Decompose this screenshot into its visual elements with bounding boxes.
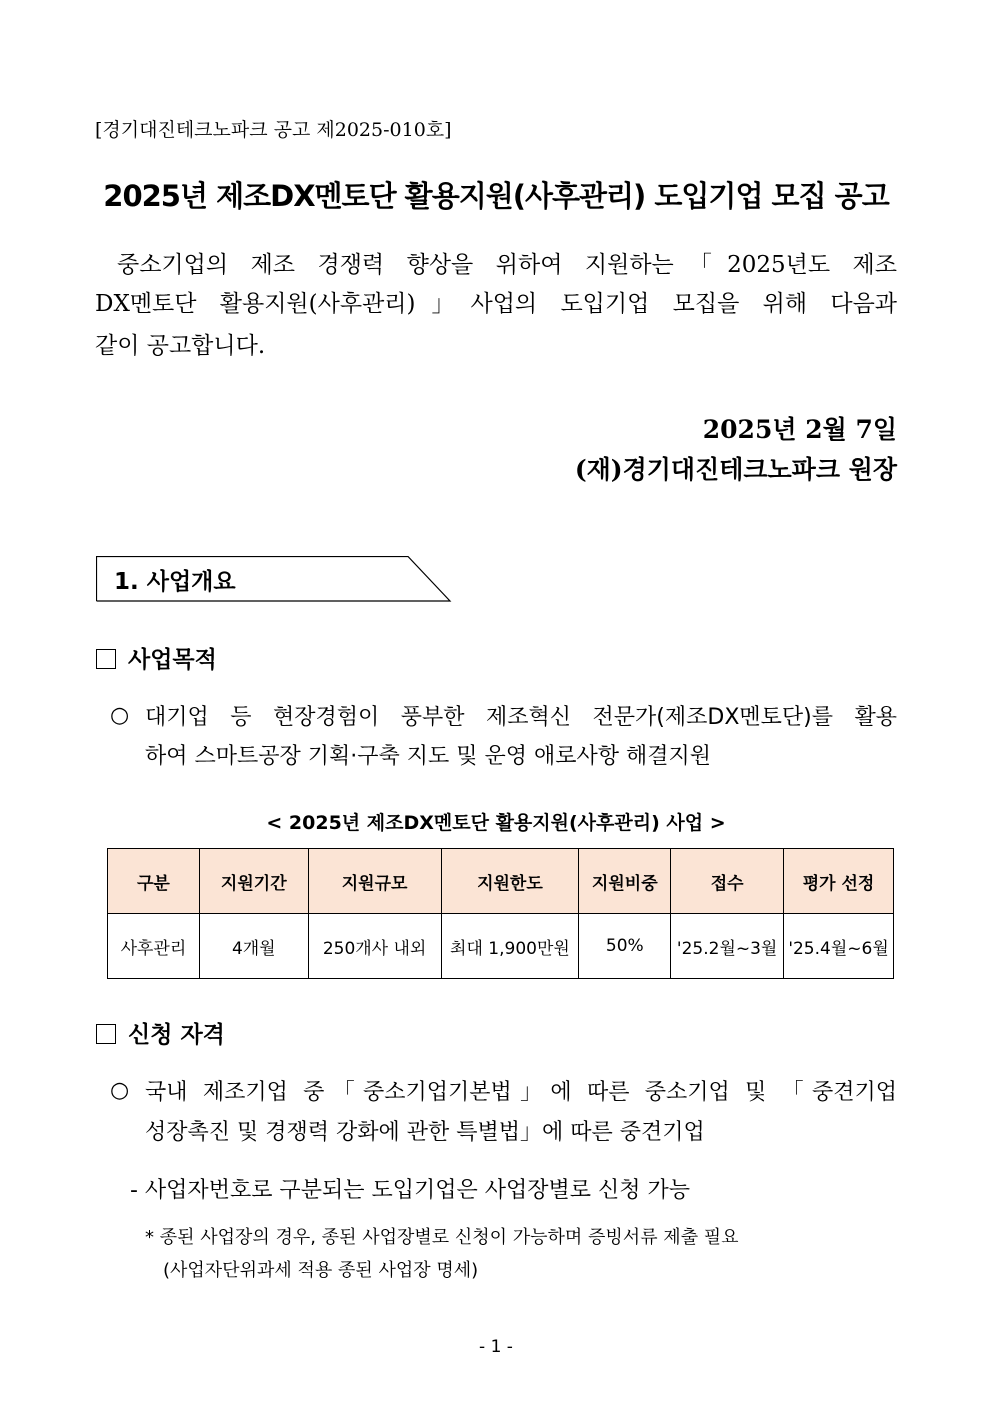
table-cell: 250개사 내외	[308, 914, 441, 979]
section-heading: 1. 사업개요	[114, 569, 236, 595]
table-header: 지원기간	[199, 849, 308, 914]
table-cell: 사후관리	[108, 914, 200, 979]
table-cell: 최대 1,900만원	[441, 914, 579, 979]
eligibility-dash-item: - 사업자번호로 구분되는 도입기업은 사업장별로 신청 가능	[130, 1178, 690, 1203]
table-cell: '25.2월~3월	[671, 914, 784, 979]
bullet-circle-icon: ○	[110, 1078, 130, 1103]
notice-date: 2025년 2월 7일	[702, 415, 897, 444]
checkbox-square-icon	[96, 1024, 116, 1044]
table-caption: < 2025년 제조DX멘토단 활용지원(사후관리) 사업 >	[266, 812, 726, 834]
eligibility-line-2: 성장촉진 및 경쟁력 강화에 관한 특별법」에 따른 중견기업	[145, 1120, 705, 1145]
table-header: 구분	[108, 849, 200, 914]
section-heading-box	[96, 556, 450, 600]
eligibility-note-1: * 종된 사업장의 경우, 종된 사업장별로 신청이 가능하며 증빙서류 제출 필요	[145, 1227, 739, 1248]
table-header: 평가 선정	[784, 849, 894, 914]
page-number: - 1 -	[479, 1337, 513, 1357]
issuer: (재)경기대진테크노파크 원장	[574, 455, 897, 484]
table-cell: '25.4월~6월	[784, 914, 894, 979]
intro-line-2: DX멘토단 활용지원(사후관리)」사업의 도입기업 모집을 위해 다음과	[95, 291, 897, 317]
page-title: 2025년 제조DX멘토단 활용지원(사후관리) 도입기업 모집 공고	[103, 179, 889, 213]
purpose-heading-text: 사업목적	[128, 647, 217, 673]
eligibility-note-2: (사업자단위과세 적용 종된 사업장 명세)	[163, 1260, 479, 1281]
table-header: 지원한도	[441, 849, 579, 914]
eligibility-heading-text: 신청 자격	[128, 1022, 225, 1048]
table-header: 지원규모	[308, 849, 441, 914]
intro-line-3: 같이 공고합니다.	[95, 333, 266, 359]
intro-line-1: 중소기업의 제조 경쟁력 향상을 위하여 지원하는「2025년도 제조	[117, 252, 897, 278]
checkbox-square-icon	[96, 649, 116, 669]
table-cell: 4개월	[199, 914, 308, 979]
table-header: 접수	[671, 849, 784, 914]
notice-number: [경기대진테크노파크 공고 제2025-010호]	[95, 119, 452, 141]
table-cell: 50%	[579, 914, 671, 979]
eligibility-line-1: 국내 제조기업 중「중소기업기본법」에 따른 중소기업 및 「중견기업	[145, 1080, 897, 1105]
purpose-heading	[96, 641, 217, 674]
purpose-line-2: 하여 스마트공장 기획·구축 지도 및 운영 애로사항 해결지원	[145, 744, 711, 769]
program-table	[107, 848, 894, 979]
table-header-row	[108, 849, 894, 914]
eligibility-heading	[96, 1016, 225, 1049]
table-row	[108, 914, 894, 979]
purpose-line-1: 대기업 등 현장경험이 풍부한 제조혁신 전문가(제조DX멘토단)를 활용	[145, 705, 897, 730]
table-header: 지원비중	[579, 849, 671, 914]
bullet-circle-icon: ○	[110, 703, 130, 728]
